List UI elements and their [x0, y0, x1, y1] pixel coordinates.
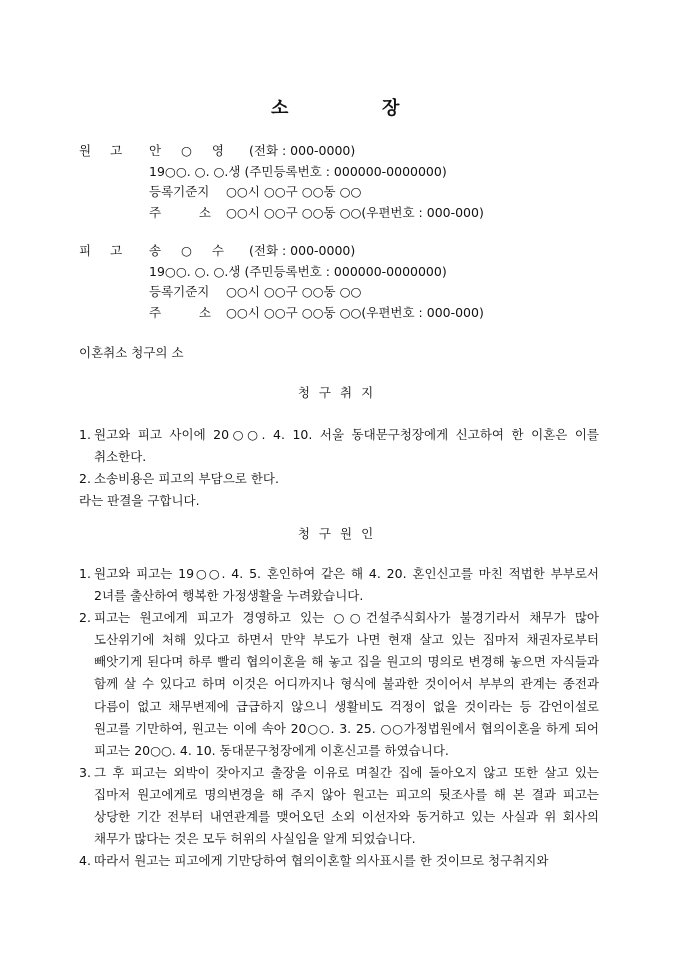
item-number: 2. — [79, 471, 91, 487]
defendant-reg-label: 등록기준지 — [149, 284, 210, 299]
claim-purpose-item — [79, 468, 599, 490]
plaintiff-phone: (전화 : 000-0000) — [249, 143, 356, 158]
plaintiff-name: 안 ○ 영 — [149, 143, 233, 158]
defendant-birth-row — [79, 262, 639, 283]
defendant-name-row — [79, 241, 639, 262]
plaintiff-name-row — [79, 141, 639, 162]
title-char-2: 장 — [382, 98, 400, 119]
address-label-char-2: 소 — [198, 204, 211, 220]
title-char-1: 소 — [271, 98, 289, 119]
item-text: 소송비용은 피고의 부담으로 한다. — [94, 471, 279, 487]
address-label-char-1: 주 — [149, 204, 162, 220]
defendant-address: ○○시 ○○구 ○○동 ○○(우편번호 : 000-000) — [226, 304, 484, 320]
plaintiff-address-label — [149, 203, 211, 224]
defendant-label: 피고 — [79, 243, 142, 258]
claim-cause-item — [79, 563, 599, 607]
claim-cause-item — [79, 850, 599, 872]
case-name: 이혼취소 청구의 소 — [79, 345, 184, 360]
item-number: 1. — [79, 427, 91, 442]
claim-cause-heading: 청구원인 — [297, 526, 383, 541]
plaintiff-label: 원고 — [79, 143, 142, 158]
address-label-char-1: 주 — [149, 304, 162, 320]
item-number: 4. — [79, 853, 91, 869]
defendant-block — [79, 241, 639, 323]
claim-purpose-closing: 라는 판결을 구합니다. — [79, 493, 200, 509]
item-number: 2. — [79, 610, 91, 626]
plaintiff-reg-value: ○○시 ○○구 ○○동 ○○ — [226, 184, 362, 199]
item-text: 따라서 원고는 피고에게 기만당하여 협의이혼할 의사표시를 한 것이므로 청구취지와 — [94, 853, 549, 869]
defendant-address-label — [149, 303, 211, 324]
document-title — [0, 94, 680, 118]
plaintiff-reg-label: 등록기준지 — [149, 184, 210, 199]
claim-purpose-item — [79, 424, 599, 468]
plaintiff-birth-row — [79, 162, 639, 183]
plaintiff-block — [79, 141, 639, 223]
item-text: 그 후 피고는 외박이 잦아지고 출장을 이유로 며칠간 집에 돌아오지 않고 또한 살고 있는 집마저 원고에게로 명의변경을 해 주지 않아 원고는 피고의 뒷조사를 해 본 결과 피고는 상당한 기간 전부터 내연관계를 맺어오던 소외 이선자와 동거하고 있는 사실과 위 회사의 채무가 많다는 것은 모두 허위의 사실임을 알게 되었습니다. — [94, 764, 599, 847]
claim-cause-section — [79, 563, 599, 872]
claim-purpose-heading: 청구취지 — [297, 385, 383, 400]
defendant-birth: 19○○. ○. ○.생 (주민등록번호 : 000000-0000000) — [149, 263, 447, 279]
plaintiff-address: ○○시 ○○구 ○○동 ○○(우편번호 : 000-000) — [226, 204, 484, 220]
address-label-char-2: 소 — [198, 304, 211, 320]
claim-cause-item — [79, 607, 599, 762]
item-number: 3. — [79, 764, 91, 780]
defendant-reg-row — [79, 282, 639, 303]
item-text: 피고는 원고에게 피고가 경영하고 있는 ○○건설주식회사가 불경기라서 채무가 많아 도산위기에 처해 있다고 하면서 만약 부도가 나면 현재 살고 있는 집마저 채권자로부터 빼앗기게 된다며 하루 빨리 협의이혼을 해 놓고 집을 원고의 명의로 변경해 놓으면 자식들과 함께 살 수 있다고 하며 이것은 어디까지나 형식에 불과한 것이어서 부부의 관계는 종전과 다름이 없고 채무변제에 급급하지 않으니 생활비도 걱정이 없을 것이라는 등 감언이설로 원고를 기만하여, 원고는 이에 속아 20○○. 3. 25. ○○가정법원에서 협의이혼을 하게 되어 피고는 20○○. 4. 10. 동대문구청장에게 이혼신고를 하였습니다. — [94, 610, 599, 758]
item-number: 1. — [79, 566, 91, 581]
defendant-name: 송 ○ 수 — [149, 243, 233, 258]
plaintiff-birth: 19○○. ○. ○.생 (주민등록번호 : 000000-0000000) — [149, 163, 447, 179]
defendant-reg-value: ○○시 ○○구 ○○동 ○○ — [226, 284, 362, 299]
defendant-address-row — [79, 303, 639, 324]
claim-cause-item — [79, 762, 599, 850]
item-text: 원고와 피고 사이에 20○○. 4. 10. 서울 동대문구청장에게 신고하여 한 이혼은 이를 취소한다. — [94, 427, 599, 465]
plaintiff-address-row — [79, 203, 639, 224]
plaintiff-reg-row — [79, 182, 639, 203]
claim-purpose-section — [79, 424, 599, 512]
item-text: 원고와 피고는 19○○. 4. 5. 혼인하여 같은 해 4. 20. 혼인신고를 마친 적법한 부부로서 2녀를 출산하여 행복한 가정생활을 누려왔습니다. — [94, 566, 599, 604]
defendant-phone: (전화 : 000-0000) — [249, 243, 356, 258]
